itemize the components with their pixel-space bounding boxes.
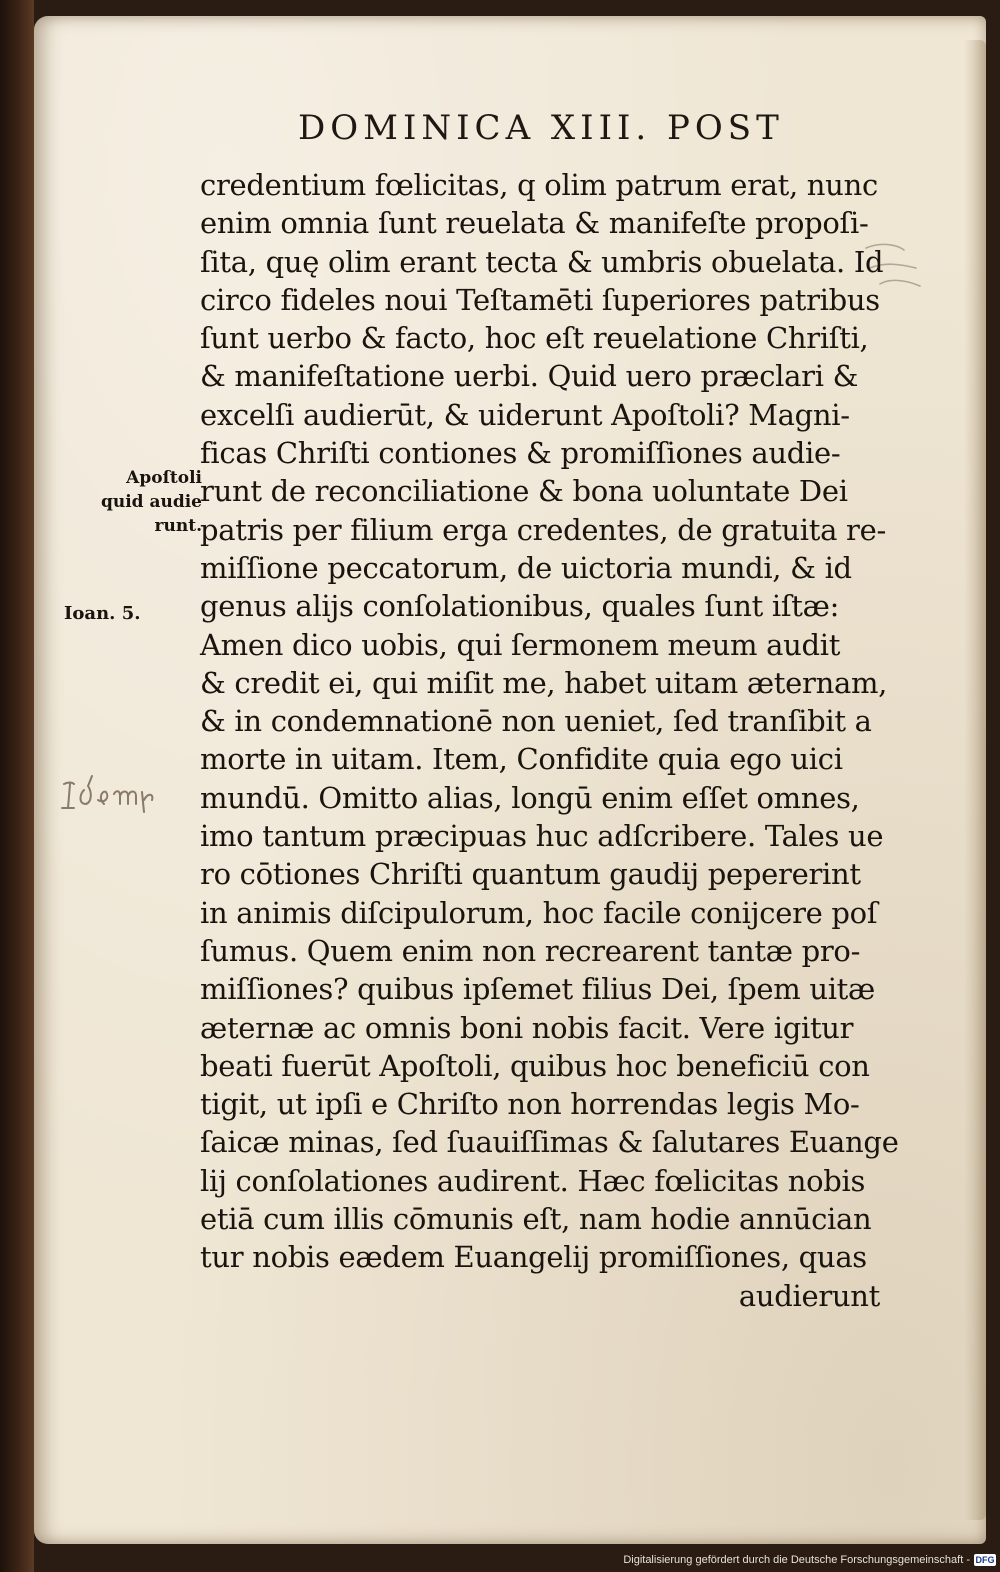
text-line: & manifeſtatione uerbi. Quid uero præclari & [200, 359, 859, 394]
footer-credit [600, 1550, 996, 1570]
margin-reference: Ioan. 5. [64, 603, 141, 624]
margin-note-line: quid audie [100, 492, 202, 512]
text-line: & credit ei, qui miſit me, habet uitam æternam, [200, 665, 888, 700]
footer-text: Digitalisierung gefördert durch die Deutsche Forschungsgemeinschaft - [623, 1554, 970, 1566]
catchword: audierunt [738, 1278, 880, 1313]
main-text-block [200, 166, 899, 1315]
text-line: miſſiones? quibus ipſemet filius Dei, ſpem uitæ [200, 972, 875, 1007]
margin-note [52, 466, 202, 538]
text-line: in animis diſcipulorum, hoc facile conijcere poſ [200, 895, 878, 930]
handwritten-note [58, 770, 168, 820]
text-line: enim omnia ſunt reuelata & manifeſte propoſi- [200, 206, 869, 241]
running-head: DOMINICA XIII. POST [298, 108, 784, 148]
text-line: Amen dico uobis, qui ſermonem meum audit [200, 627, 841, 662]
text-line: etiā cum illis cōmunis eſt, nam hodie annūcian [200, 1202, 872, 1237]
text-line: ficas Chriſti contiones & promiſſiones audie- [200, 436, 841, 471]
text-line: beati fuerūt Apoſtoli, quibus hoc beneficiū con [200, 1048, 870, 1083]
text-line: patris per filium erga credentes, de gratuita re- [200, 512, 886, 547]
text-line: miſſione peccatorum, de uictoria mundi, & id [200, 550, 852, 585]
text-line: tigit, ut ipſi e Chriſto non horrendas legis Mo- [200, 1087, 860, 1122]
text-line: morte in uitam. Item, Confidite quia ego uici [200, 742, 843, 777]
text-line: & in condemnationē non ueniet, ſed tranſibit a [200, 704, 872, 739]
text-line: ro cōtiones Chriſti quantum gaudij pepererint [200, 857, 861, 892]
text-line: ſumus. Quem enim non recrearent tantæ pro- [200, 933, 861, 968]
text-line: genus alijs conſolationibus, quales ſunt iſtæ: [200, 589, 840, 624]
text-line: ſita, quę olim erant tecta & umbris obuelata. Id [200, 244, 884, 279]
text-line: ſaicæ minas, ſed ſuauiſſimas & ſalutares Euange [200, 1125, 899, 1160]
text-line: runt de reconciliatione & bona uoluntate Dei [200, 474, 848, 509]
book-binding [0, 0, 34, 1572]
dfg-logo: DFG [975, 1555, 995, 1565]
text-line: credentium fœlicitas, q olim patrum erat, nunc [200, 168, 878, 202]
text-line: ſunt uerbo & facto, hoc eſt reuelatione Chriſti, [200, 321, 869, 356]
text-line: æternæ ac omnis boni nobis facit. Vere igitur [200, 1010, 854, 1045]
text-line: lij conſolationes audirent. Hæc fœlicitas nobis [200, 1163, 866, 1198]
text-line: circo fideles noui Teſtamēti ſuperiores patribus [200, 282, 880, 317]
margin-note-line: runt. [154, 516, 202, 536]
page-edge-shadow [964, 40, 986, 1520]
margin-note-line: Apoſtoli [126, 468, 202, 488]
text-line: tur nobis eædem Euangelij promiſſiones, quas [200, 1240, 867, 1275]
text-line: excelſi audierūt, & uiderunt Apoſtoli? Magni- [200, 397, 850, 432]
text-line: mundū. Omitto alias, longū enim eſſet omnes, [200, 780, 860, 815]
text-line: imo tantum præcipuas huc adſcribere. Tales ue [200, 819, 884, 854]
